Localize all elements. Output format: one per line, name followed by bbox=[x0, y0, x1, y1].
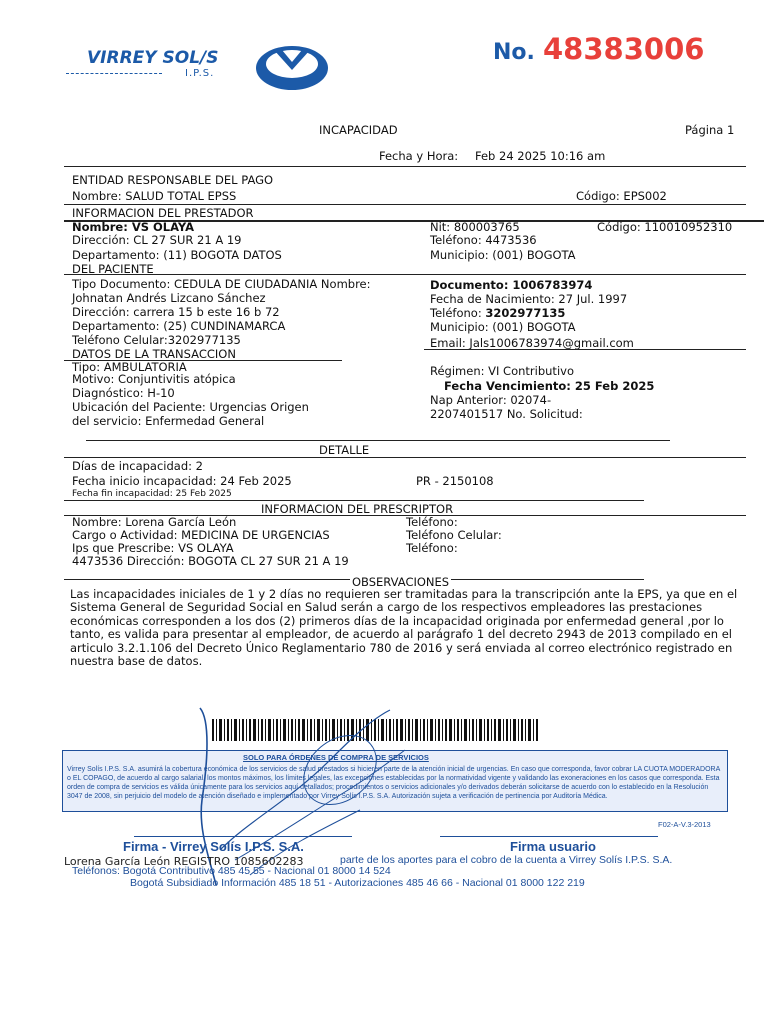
prescriber-overlay: Lorena García León REGISTRO 1085602283 bbox=[64, 855, 304, 868]
signature-line bbox=[440, 836, 658, 837]
prescriptor-direccion: 4473536 Dirección: BOGOTA CL 27 SUR 21 A 19 bbox=[72, 554, 349, 568]
transaccion-heading: DATOS DE LA TRANSACCION bbox=[72, 347, 236, 361]
aportes-text: parte de los aportes para el cobro de la cuenta a Virrey Solís I.P.S. S.A. bbox=[340, 854, 673, 866]
detalle-pr: PR - 2150108 bbox=[416, 474, 494, 488]
page-number: Página 1 bbox=[685, 123, 735, 137]
firma-virrey-label: Firma - Virrey Solís I.P.S. S.A. bbox=[123, 839, 304, 854]
prescriptor-cargo: Cargo o Actividad: MEDICINA DE URGENCIAS bbox=[72, 528, 330, 542]
prestador-direccion: Dirección: CL 27 SUR 21 A 19 bbox=[72, 233, 242, 247]
prestador-nombre: Nombre: VS OLAYA bbox=[72, 220, 195, 234]
virrey-solis-logo bbox=[254, 40, 330, 92]
entidad-codigo: Código: EPS002 bbox=[576, 189, 667, 203]
detalle-dias: Días de incapacidad: 2 bbox=[72, 459, 203, 473]
prestador-departamento: Departamento: (11) BOGOTA DATOS bbox=[72, 248, 282, 262]
prescriptor-telefono3: Teléfono: bbox=[406, 541, 458, 555]
firma-usuario-label: Firma usuario bbox=[510, 839, 596, 854]
datetime-value: Feb 24 2025 10:16 am bbox=[475, 149, 606, 163]
number-label: No. bbox=[493, 40, 535, 65]
paciente-telefono: Teléfono Celular:3202977135 bbox=[72, 333, 241, 347]
divider bbox=[64, 500, 644, 501]
datetime-label: Fecha y Hora: bbox=[379, 149, 459, 163]
document-number: 48383006 bbox=[543, 32, 705, 66]
brand-underline bbox=[66, 73, 162, 74]
paciente-email: Email: Jals1006783974@gmail.com bbox=[430, 336, 634, 350]
transaccion-servicio: del servicio: Enfermedad General bbox=[72, 414, 265, 428]
prescriptor-nombre: Nombre: Lorena García León bbox=[72, 515, 237, 529]
observaciones-text: Las incapacidades iniciales de 1 y 2 días no requieren ser tramitadas para la transcripción ante la EPS, ya que en el Sistema General de Seguridad Social en Salud serán a cargo de los respectivos empleadores las prestaciones económicas corresponden a los dos (2) primeros días de la incapacidad originada por enfermedad general ,por lo tanto, es valida para presentar al empleador, de acuerdo al parágrafo 1 del decreto 2943 de 2013 compilado en el articulo 3.2.1.106 del Decreto Único Reglamentario 780 de 2016 y será enviada al correo electrónico registrado en nuestra base de datos. bbox=[70, 587, 738, 669]
divider bbox=[64, 204, 746, 205]
paciente-documento bbox=[430, 278, 592, 292]
prestador-heading: INFORMACION DEL PRESTADOR bbox=[72, 206, 254, 220]
telefonos-text: Teléfonos: Bogotá Contributivo 485 45 55 - Nacional 01 8000 14 524 bbox=[72, 865, 391, 877]
prestador-nit: Nit: 800003765 bbox=[430, 220, 520, 234]
documento-label: Documento: bbox=[430, 278, 513, 292]
prestador-telefono: Teléfono: 4473536 bbox=[430, 233, 537, 247]
prestador-municipio: Municipio: (001) BOGOTA bbox=[430, 248, 576, 262]
transaccion-tipo: Tipo: AMBULATORIA bbox=[72, 360, 187, 374]
stamp-banner: SOLO PARA ÓRDENES DE COMPRA DE SERVICIOS bbox=[243, 753, 429, 762]
transaccion-nap: Nap Anterior: 02074- bbox=[430, 393, 552, 407]
divider bbox=[64, 274, 746, 275]
paciente-heading: DEL PACIENTE bbox=[72, 262, 154, 276]
paciente-telefono2 bbox=[430, 306, 565, 320]
divider bbox=[86, 440, 670, 441]
detalle-fin: Fecha fin incapacidad: 25 Feb 2025 bbox=[72, 489, 232, 499]
paciente-departamento: Departamento: (25) CUNDINAMARCA bbox=[72, 319, 286, 333]
divider bbox=[64, 457, 746, 458]
paciente-nombre: Johnatan Andrés Lizcano Sánchez bbox=[72, 291, 266, 305]
prestador-codigo: Código: 110010952310 bbox=[597, 220, 733, 234]
paciente-nacimiento: Fecha de Nacimiento: 27 Jul. 1997 bbox=[430, 292, 628, 306]
transaccion-ubicacion: Ubicación del Paciente: Urgencias Origen bbox=[72, 400, 309, 414]
brand-subtitle: I.P.S. bbox=[185, 68, 215, 79]
divider bbox=[424, 349, 746, 350]
transaccion-diagnostico: Diagnóstico: H-10 bbox=[72, 386, 175, 400]
documento-value: 1006783974 bbox=[512, 278, 593, 292]
detalle-heading: DETALLE bbox=[319, 443, 370, 457]
entidad-nombre: Nombre: SALUD TOTAL EPSS bbox=[72, 189, 237, 203]
transaccion-vencimiento: Fecha Vencimiento: 25 Feb 2025 bbox=[444, 379, 655, 393]
stamp-legal-text: Virrey Solís I.P.S. S.A. asumirá la cobertura económica de los servicios de salud prestados si hicieren parte de la atención inicial de urgencias. En caso que corresponda, favor cobrar LA CUOTA MODERADORA o EL COPAGO, de acuerdo al cargo salarial, los montos máximos, los límites legales, las excepciones establecidas por la normatividad vigente y validando las exoneraciones en los casos que corresponda. Esta orden de compra de servicios es válida únicamente para los servicios aquí detallados; procedimientos o servicios adicionales y/o derivados deberán solicitarse de acuerdo con lo establecido en la Resolución 3047 de 2008, sin perjuicio del modelo de atención diseñado e implementado por Virrey Solís I.P.S. S.A. Autorización sujeta a verificación de pertinencia por Auditoría Médica. bbox=[67, 766, 720, 800]
detalle-inicio: Fecha inicio incapacidad: 24 Feb 2025 bbox=[72, 474, 292, 488]
paciente-direccion: Dirección: carrera 15 b este 16 b 72 bbox=[72, 305, 280, 319]
prescriptor-telefono-celular: Teléfono Celular: bbox=[406, 528, 502, 542]
telefono2-value: 3202977135 bbox=[485, 306, 566, 320]
entidad-heading: ENTIDAD RESPONSABLE DEL PAGO bbox=[72, 173, 274, 187]
paciente-municipio: Municipio: (001) BOGOTA bbox=[430, 320, 576, 334]
observaciones-heading: OBSERVACIONES bbox=[352, 575, 450, 589]
subsidiado-text: Bogotá Subsidiado Información 485 18 51 - Autorizaciones 485 46 66 - Nacional 01 8000 122 219 bbox=[130, 877, 585, 889]
transaccion-regimen: Régimen: VI Contributivo bbox=[430, 364, 574, 378]
paciente-tipo-documento: Tipo Documento: CEDULA DE CIUDADANIA Nombre: bbox=[72, 277, 371, 291]
prescriptor-telefono: Teléfono: bbox=[406, 515, 458, 529]
prescriptor-ips: Ips que Prescribe: VS OLAYA bbox=[72, 541, 234, 555]
form-code: F02-A-V.3-2013 bbox=[658, 820, 711, 829]
authorization-stamp bbox=[60, 700, 730, 890]
transaccion-motivo: Motivo: Conjuntivitis atópica bbox=[72, 372, 236, 386]
brand-name: VIRREY SOL/S bbox=[87, 48, 219, 68]
document-title: INCAPACIDAD bbox=[319, 123, 398, 137]
prescriptor-heading: INFORMACION DEL PRESCRIPTOR bbox=[261, 502, 454, 516]
transaccion-solicitud: 2207401517 No. Solicitud: bbox=[430, 407, 583, 421]
divider bbox=[64, 166, 746, 167]
telefono2-label: Teléfono: bbox=[430, 306, 486, 320]
